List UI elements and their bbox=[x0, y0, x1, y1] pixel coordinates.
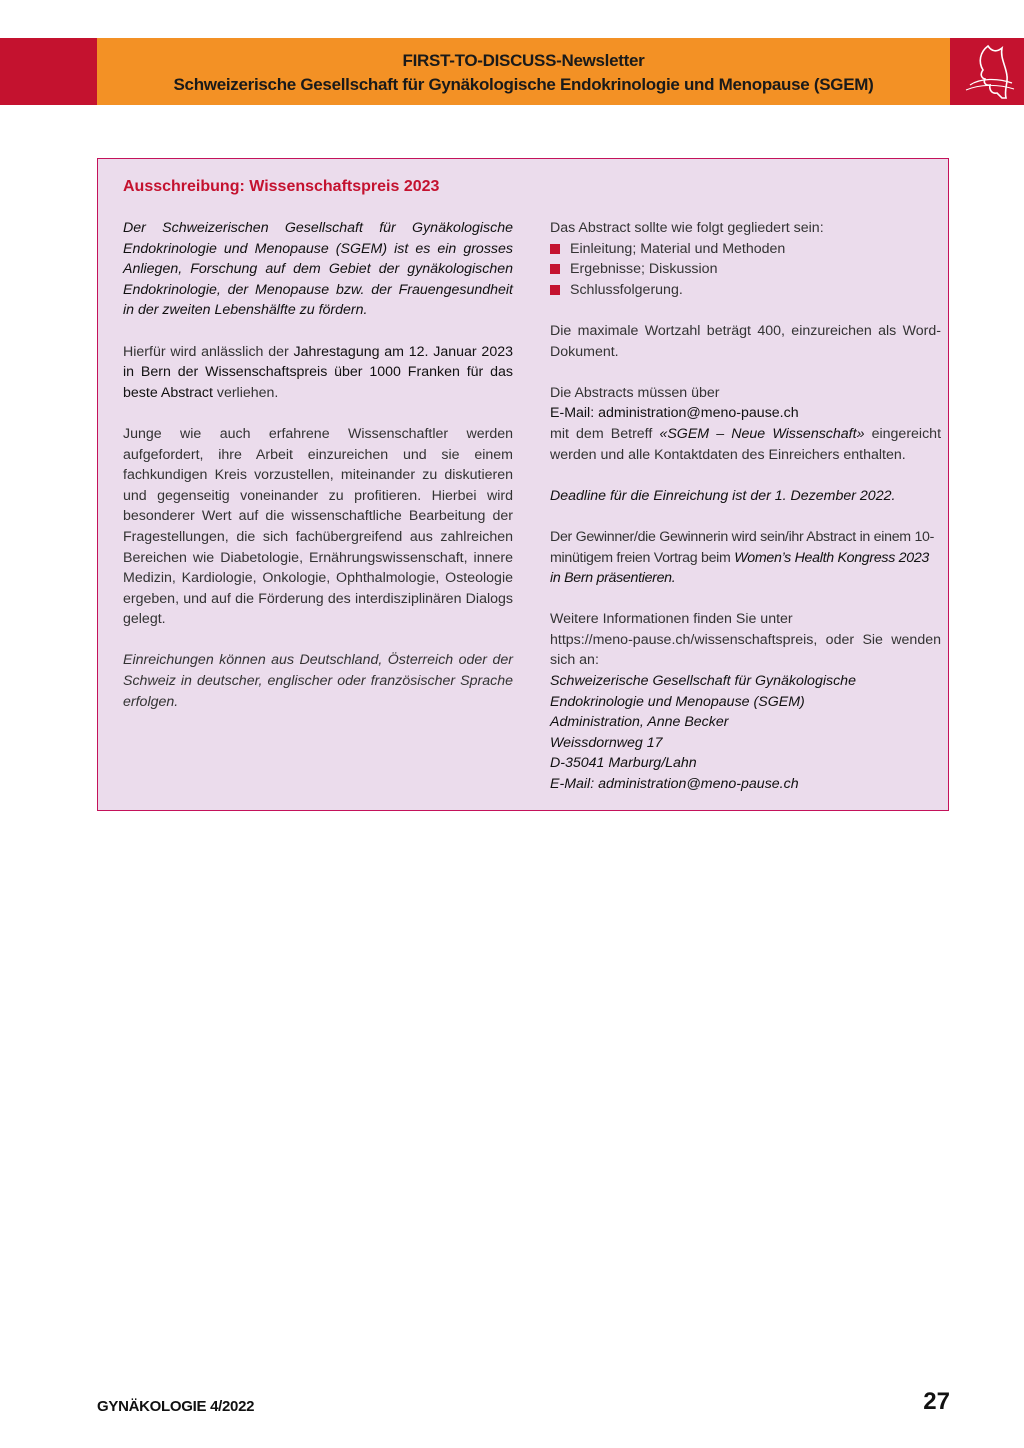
award-text-a: Hierfür wird anlässlich der bbox=[123, 343, 294, 360]
journal-issue: GYNÄKOLOGIE 4/2022 bbox=[97, 1398, 255, 1415]
submit-email-link[interactable]: E-Mail: administration@meno-pause.ch bbox=[550, 405, 799, 422]
society-name: Schweizerische Gesellschaft für Gynäkologische Endokrinologie und Menopause (SGEM) bbox=[173, 75, 874, 94]
winner-paragraph bbox=[550, 527, 941, 589]
wordcount-paragraph: Die maximale Wortzahl beträgt 400, einzureichen als Word-Dokument. bbox=[550, 322, 941, 360]
award-paragraph bbox=[123, 342, 513, 404]
winner-text-a: Der Gewinner/die Gewinnerin wird sein/ihr Abstract in einem 10-minütigem freien Vortrag beim bbox=[550, 528, 935, 566]
list-item-text: Schlussfolgerung. bbox=[570, 281, 683, 298]
submit-text-c: eingereicht werden und alle Kontaktdaten des Einreichers enthalten. bbox=[550, 425, 942, 463]
submit-text-a: Die Abstracts müssen über bbox=[550, 384, 720, 401]
left-column bbox=[123, 218, 513, 733]
list-item-text: Ergebnisse; Diskussion bbox=[570, 261, 718, 278]
bullet-square-icon bbox=[550, 285, 560, 295]
right-column bbox=[550, 218, 941, 795]
contact-line: Schweizerische Gesellschaft für Gynäkologische bbox=[550, 673, 856, 690]
bullet-square-icon bbox=[550, 264, 560, 274]
award-highlight: Jahrestagung am 12. Januar 2023 in Bern der Wissenschaftspreis über 1000 Franken für das beste Abstract bbox=[123, 343, 513, 401]
info-link-text[interactable]: https://meno-pause.ch/wissenschaftspreis, oder Sie wenden sich an: bbox=[550, 631, 941, 669]
header-accent-left bbox=[0, 38, 97, 105]
article-box bbox=[97, 158, 949, 811]
contact-email-link[interactable]: E-Mail: administration@meno-pause.ch bbox=[550, 776, 799, 793]
structure-intro: Das Abstract sollte wie folgt gegliedert sein: bbox=[550, 220, 824, 236]
newsletter-header bbox=[97, 38, 950, 105]
deadline-text: Deadline für die Einreichung ist der 1. Dezember 2022. bbox=[550, 487, 896, 504]
list-item bbox=[550, 280, 941, 301]
intro-paragraph: Der Schweizerischen Gesellschaft für Gynäkologische Endokrinologie und Menopause (SGEM) ist es ein grosses Anliegen, Forschung auf dem Gebiet der gynäkologischen Endokrinologie, der Menopause bzw. der Frauengesundheit in der zweiten Lebenshälfte zu fördern. bbox=[123, 220, 513, 319]
header-logo-block bbox=[950, 38, 1024, 105]
woman-profile-logo-icon bbox=[950, 38, 1024, 105]
invitation-paragraph: Junge wie auch erfahrene Wissenschaftler werden aufgefordert, ihre Arbeit einzureichen und sie einem fachkundigen Kreis vorzustellen, miteinander zu diskutieren und gegenseitig voneinander zu profitieren. Hierbei wird besonderer Wert auf die wissenschaftliche Bearbeitung der Fragestellungen, die sich fachübergreifend aus zahlreichen Bereichen wie Diabetologie, Ernährungswissenschaft, innere Medizin, Kardiologie, Onkologie, Ophthalmologie, Osteologie ergeben, und auf die Förderung des interdisziplinären Dialogs gelegt. bbox=[123, 425, 513, 628]
submit-subject: «SGEM – Neue Wissenschaft» bbox=[659, 425, 865, 442]
contact-line: Weissdornweg 17 bbox=[550, 734, 663, 751]
submit-paragraph bbox=[550, 424, 941, 465]
award-text-c: verliehen. bbox=[212, 384, 279, 401]
submission-countries: Einreichungen können aus Deutschland, Österreich oder der Schweiz in deutscher, englischer oder französischer Sprache erfolgen. bbox=[123, 652, 513, 710]
page-number: 27 bbox=[923, 1388, 950, 1415]
congress-name: Women’s Health Kongress 2023 in Bern präsentieren. bbox=[550, 549, 930, 587]
list-item bbox=[550, 259, 941, 280]
bullet-square-icon bbox=[550, 244, 560, 254]
list-item-text: Einleitung; Material und Methoden bbox=[570, 240, 786, 257]
contact-line: Administration, Anne Becker bbox=[550, 714, 729, 731]
submit-text-b: mit dem Betreff bbox=[550, 425, 660, 442]
info-text-a: Weitere Informationen finden Sie unter bbox=[550, 611, 793, 628]
list-item bbox=[550, 239, 941, 260]
contact-line: D-35041 Marburg/Lahn bbox=[550, 755, 697, 772]
article-title: Ausschreibung: Wissenschaftspreis 2023 bbox=[123, 178, 440, 195]
contact-line: Endokrinologie und Menopause (SGEM) bbox=[550, 693, 805, 710]
newsletter-title: FIRST-TO-DISCUSS-Newsletter bbox=[402, 51, 645, 70]
